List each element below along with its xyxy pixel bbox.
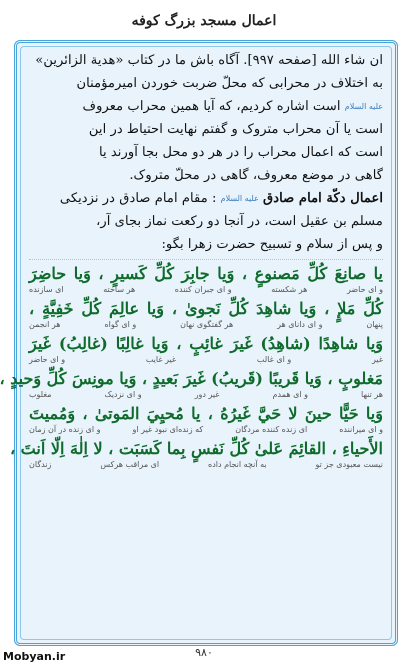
intro-line: ان شاء الله [صفحه ۹۹۷]. آگاه باش ما در کتاب «هدية الزائرين» xyxy=(35,53,383,68)
dua-arabic: كُلِّ مَلإٍ ، وَيا شاهِدَ كُلِّ نَجوىٰ ، وَيا عالِمَ كُلِّ خَفِيَّةٍ ، xyxy=(29,299,383,318)
divider xyxy=(29,259,383,260)
dua-line xyxy=(0,368,383,403)
intro-text xyxy=(29,49,383,256)
translation-word: نيست معبودی جز تو xyxy=(315,460,383,469)
translation-word: هر تنها xyxy=(361,390,383,399)
dua-translation xyxy=(29,355,383,365)
translation-word: هر ساخته xyxy=(103,285,136,294)
dua-translation xyxy=(29,460,383,470)
site-watermark: Mobyan.ir xyxy=(3,650,66,663)
translation-word: هر شکسته xyxy=(271,285,308,294)
content-frame xyxy=(0,40,398,646)
translation-word: و ای غالب xyxy=(256,355,292,364)
translation-word: ای زنده کننده مردگان xyxy=(235,425,308,434)
intro-line: است يا آن محراب متروک و گفتم نهايت احتياط در اين xyxy=(88,122,383,137)
dua-translation xyxy=(29,425,383,435)
translation-word: به آنچه انجام داده xyxy=(208,460,267,469)
translation-word: که زنده‌ای نبود غير او xyxy=(132,425,204,434)
translation-word: و ای جبران کننده xyxy=(174,285,232,294)
translation-word: و ای ميراننده xyxy=(339,425,383,434)
page-title: اعمال مسجد بزرگ کوفه xyxy=(131,13,277,29)
translation-word: و ای حاضر xyxy=(29,355,66,364)
dakka-line: و پس از سلام و تسبيح حضرت زهرا بگو: xyxy=(161,237,383,252)
dua-arabic: يا صانِعَ كُلِّ مَصنوعٍ ، وَيا جابِرَ كُلِّ كَسيرٍ ، وَيا حاضِرَ xyxy=(29,264,383,283)
dua-arabic: الأَحياءِ ، القائِمَ عَلىٰ كُلِّ نَفسٍ بِما كَسَبَت ، لا اِلٰهَ اِلّا اَنتَ ، xyxy=(9,439,383,458)
dakka-line xyxy=(29,187,383,210)
dua-arabic: وَيا حَيًّا حينَ لا حَيَّ غَيرُهُ ، يا مُحيِيَ المَوتىٰ ، وَمُميتَ xyxy=(29,404,383,423)
translation-word: غير دور xyxy=(194,390,220,399)
dakka-line: مسلم بن عقيل است، در آنجا دو رکعت نماز بجای آر، xyxy=(96,214,383,229)
intro-line-text: است اشاره کرديم، که آيا همين محراب معروف xyxy=(82,99,341,114)
translation-word: هر گفتگوی نهان xyxy=(180,320,234,329)
page-number: ۹۸۰ xyxy=(195,646,213,659)
intro-line: گاهی در موضع معروف، گاهی در محلّ متروک. xyxy=(129,168,383,183)
translation-word: و ای حاضر xyxy=(346,285,383,294)
translation-word: ای سازنده xyxy=(29,285,64,294)
intro-line xyxy=(29,95,383,118)
dua-line xyxy=(9,438,383,473)
dua-translation xyxy=(29,390,383,400)
translation-word: پنهان xyxy=(366,320,383,329)
dua-translation xyxy=(29,320,383,330)
translation-word: زندگان xyxy=(29,460,52,469)
translation-word: هر انجمن xyxy=(29,320,61,329)
translation-word: ای مراقب هرکس xyxy=(100,460,160,469)
translation-word: و ای گواه xyxy=(104,320,137,329)
dua-line xyxy=(29,298,383,333)
translation-word: غير غايب xyxy=(145,355,177,364)
translation-word: و ای همدم xyxy=(272,390,308,399)
dua-arabic: وَيا شاهِدًا (شاهِدُ) غَيرَ غائِبٍ ، وَيا غالِبًا (غالِبُ) غَيرَ xyxy=(29,334,383,353)
page-header xyxy=(8,6,400,42)
dua-line xyxy=(29,263,383,298)
dakka-title: اعمال دکّة امام صادق xyxy=(263,191,383,206)
dua-arabic: مَغلوبٍ ، وَيا قَريبًا (قَريبُ) غَيرَ بَعيدٍ ، وَيا مونِسَ كُلِّ وَحيدٍ ، xyxy=(0,369,383,388)
intro-line xyxy=(29,72,383,95)
dua-translation xyxy=(29,285,383,295)
translation-word: و ای نزديک xyxy=(104,390,142,399)
translation-word: غير xyxy=(371,355,383,364)
intro-line-text: به اختلاف در محرابی که محلّ ضربت خوردن اميرمؤمنان xyxy=(76,76,383,91)
translation-word: و ای دانای هر xyxy=(277,320,323,329)
seal-icon: عليه السلام xyxy=(344,102,383,111)
dua-line xyxy=(29,403,383,438)
dakka-text: : مقام امام صادق در نزديکی xyxy=(59,191,217,206)
translation-word: و ای زنده در آن زمان xyxy=(29,425,101,434)
seal-icon: عليه السلام xyxy=(220,194,259,203)
translation-word: مغلوب xyxy=(29,390,52,399)
dua-line xyxy=(29,333,383,368)
intro-line: است که اعمال محراب را در هر دو محل بجا آورند يا xyxy=(98,145,383,160)
dua-block xyxy=(0,263,383,473)
